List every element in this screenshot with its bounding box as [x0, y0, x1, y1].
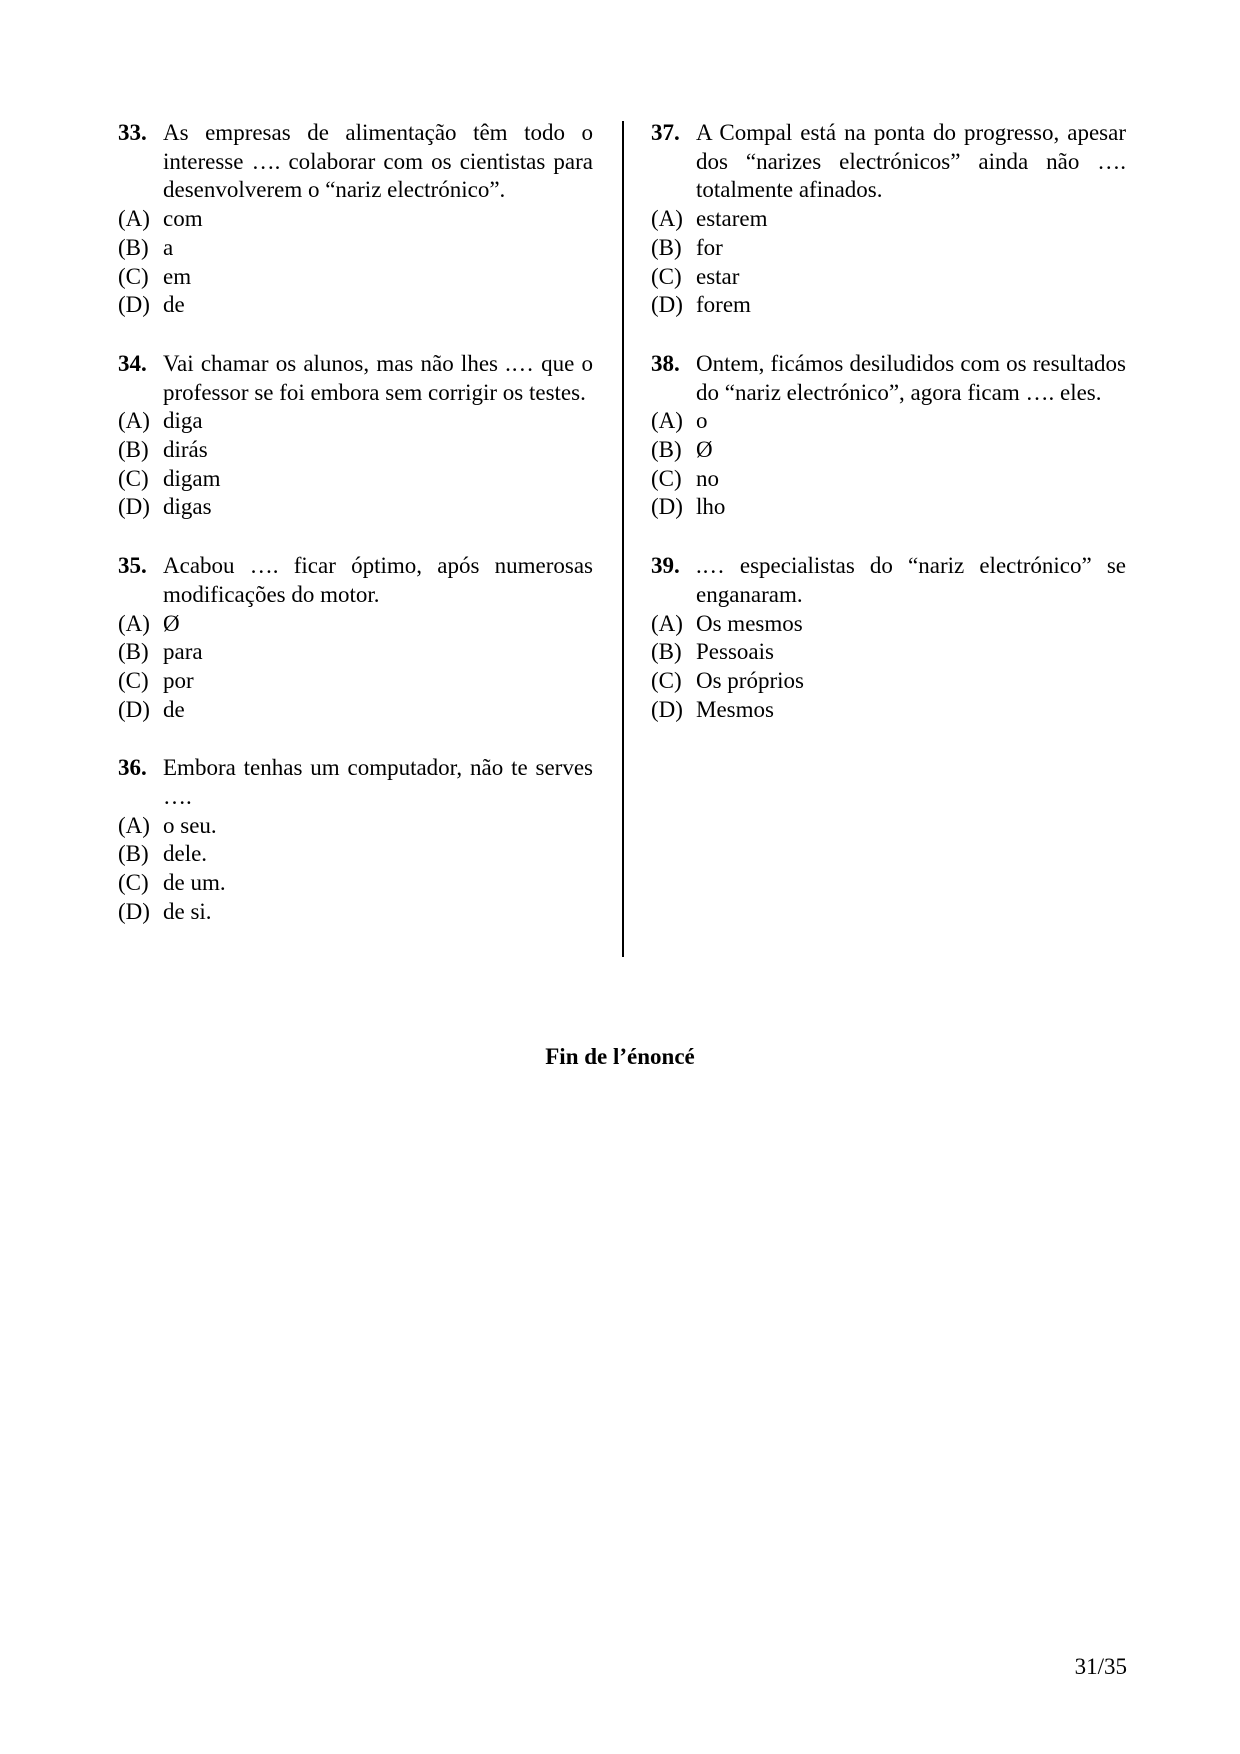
option-text: em — [163, 263, 192, 289]
question-36 — [118, 754, 593, 926]
option-b[interactable] — [651, 638, 1126, 667]
option-a[interactable] — [118, 610, 593, 639]
option-d[interactable] — [118, 291, 593, 320]
option-text: de si. — [163, 898, 212, 924]
option-text: Os próprios — [696, 667, 804, 693]
option-letter: (C) — [651, 667, 682, 693]
option-text: por — [163, 667, 194, 693]
option-b[interactable] — [651, 234, 1126, 263]
question-text: .… especialistas do “nariz electrónico” se enganaram. — [696, 553, 1126, 607]
question-number: 37. — [651, 120, 680, 145]
option-a[interactable] — [651, 205, 1126, 234]
question-number: 33. — [118, 120, 147, 145]
option-text: de — [163, 292, 185, 318]
option-letter: (D) — [118, 696, 150, 722]
option-text: dele. — [163, 841, 208, 867]
option-text: estar — [696, 263, 740, 289]
option-text: com — [163, 206, 203, 232]
option-text: lho — [696, 494, 726, 520]
option-d[interactable] — [118, 696, 593, 725]
option-letter: (D) — [651, 494, 683, 520]
option-letter: (C) — [118, 667, 149, 693]
option-c[interactable] — [118, 263, 593, 292]
question-text: As empresas de alimentação têm todo o interesse …. colaborar com os cientistas para desenvolverem o “nariz electrónico”. — [163, 120, 593, 203]
option-a[interactable] — [118, 205, 593, 234]
page-number: 31/35 — [1074, 1654, 1127, 1679]
option-text: Mesmos — [696, 696, 774, 722]
option-b[interactable] — [118, 638, 593, 667]
option-letter: (B) — [651, 437, 682, 463]
question-number: 35. — [118, 553, 147, 579]
option-text: diga — [163, 408, 203, 434]
option-b[interactable] — [118, 840, 593, 869]
question-text: Ontem, ficámos desiludidos com os resultados do “nariz electrónico”, agora ficam …. eles. — [696, 350, 1126, 405]
option-text: for — [696, 234, 723, 260]
option-b[interactable] — [118, 436, 593, 465]
option-text: Ø — [163, 610, 180, 636]
option-c[interactable] — [651, 465, 1126, 494]
option-letter: (C) — [651, 465, 682, 491]
option-letter: (B) — [118, 234, 149, 260]
option-d[interactable] — [651, 291, 1126, 320]
option-text: a — [163, 234, 174, 260]
option-text: de — [163, 696, 185, 722]
option-letter: (D) — [651, 292, 683, 318]
option-text: digam — [163, 465, 221, 491]
question-text: A Compal está na ponta do progresso, apesar dos “narizes electrónicos” ainda não …. totalmente afinados. — [696, 120, 1126, 203]
option-text: digas — [163, 494, 212, 520]
question-number: 39. — [651, 553, 680, 579]
question-number: 36. — [118, 755, 147, 781]
option-text: Pessoais — [696, 639, 774, 665]
option-letter: (A) — [118, 206, 150, 232]
option-d[interactable] — [651, 493, 1126, 522]
option-text: o seu. — [163, 812, 217, 838]
option-text: o — [696, 408, 708, 434]
option-a[interactable] — [651, 610, 1126, 639]
option-b[interactable] — [118, 234, 593, 263]
question-35 — [118, 552, 593, 724]
question-number: 38. — [651, 350, 680, 376]
option-text: estarem — [696, 206, 768, 232]
option-text: no — [696, 465, 719, 491]
option-letter: (A) — [118, 812, 150, 838]
option-letter: (B) — [118, 437, 149, 463]
option-letter: (A) — [651, 408, 683, 434]
right-column — [651, 119, 1126, 754]
option-letter: (B) — [651, 234, 682, 260]
option-d[interactable] — [118, 898, 593, 927]
option-text: forem — [696, 292, 751, 318]
option-c[interactable] — [651, 263, 1126, 292]
question-text: Vai chamar os alunos, mas não lhes .… que o professor se foi embora sem corrigir os testes. — [163, 350, 593, 405]
column-divider — [622, 121, 624, 957]
option-c[interactable] — [118, 667, 593, 696]
option-text: Os mesmos — [696, 610, 803, 636]
option-letter: (C) — [118, 870, 149, 896]
option-a[interactable] — [118, 407, 593, 436]
option-a[interactable] — [651, 407, 1126, 436]
option-text: Ø — [696, 437, 713, 463]
option-text: para — [163, 639, 203, 665]
option-letter: (A) — [651, 610, 683, 636]
option-c[interactable] — [118, 869, 593, 898]
option-b[interactable] — [651, 436, 1126, 465]
option-letter: (D) — [651, 696, 683, 722]
question-33 — [118, 119, 593, 320]
option-c[interactable] — [651, 667, 1126, 696]
option-letter: (A) — [118, 610, 150, 636]
option-letter: (B) — [651, 639, 682, 665]
option-text: de um. — [163, 870, 226, 896]
question-text: Acabou …. ficar óptimo, após numerosas modificações do motor. — [163, 553, 593, 607]
option-letter: (D) — [118, 898, 150, 924]
end-of-statement-title: Fin de l’énoncé — [545, 1044, 695, 1069]
question-37 — [651, 119, 1126, 320]
option-c[interactable] — [118, 465, 593, 494]
option-text: dirás — [163, 437, 208, 463]
option-a[interactable] — [118, 812, 593, 841]
option-d[interactable] — [118, 493, 593, 522]
option-letter: (B) — [118, 841, 149, 867]
question-39 — [651, 552, 1126, 724]
option-letter: (C) — [651, 263, 682, 289]
option-letter: (B) — [118, 639, 149, 665]
left-column — [118, 119, 593, 957]
option-letter: (C) — [118, 465, 149, 491]
option-letter: (A) — [118, 408, 150, 434]
option-letter: (D) — [118, 494, 150, 520]
question-38 — [651, 350, 1126, 522]
option-letter: (D) — [118, 292, 150, 318]
question-text: Embora tenhas um computador, não te serves …. — [163, 755, 593, 810]
option-letter: (C) — [118, 263, 149, 289]
option-letter: (A) — [651, 206, 683, 232]
option-d[interactable] — [651, 696, 1126, 725]
question-number: 34. — [118, 350, 147, 376]
question-34 — [118, 350, 593, 522]
